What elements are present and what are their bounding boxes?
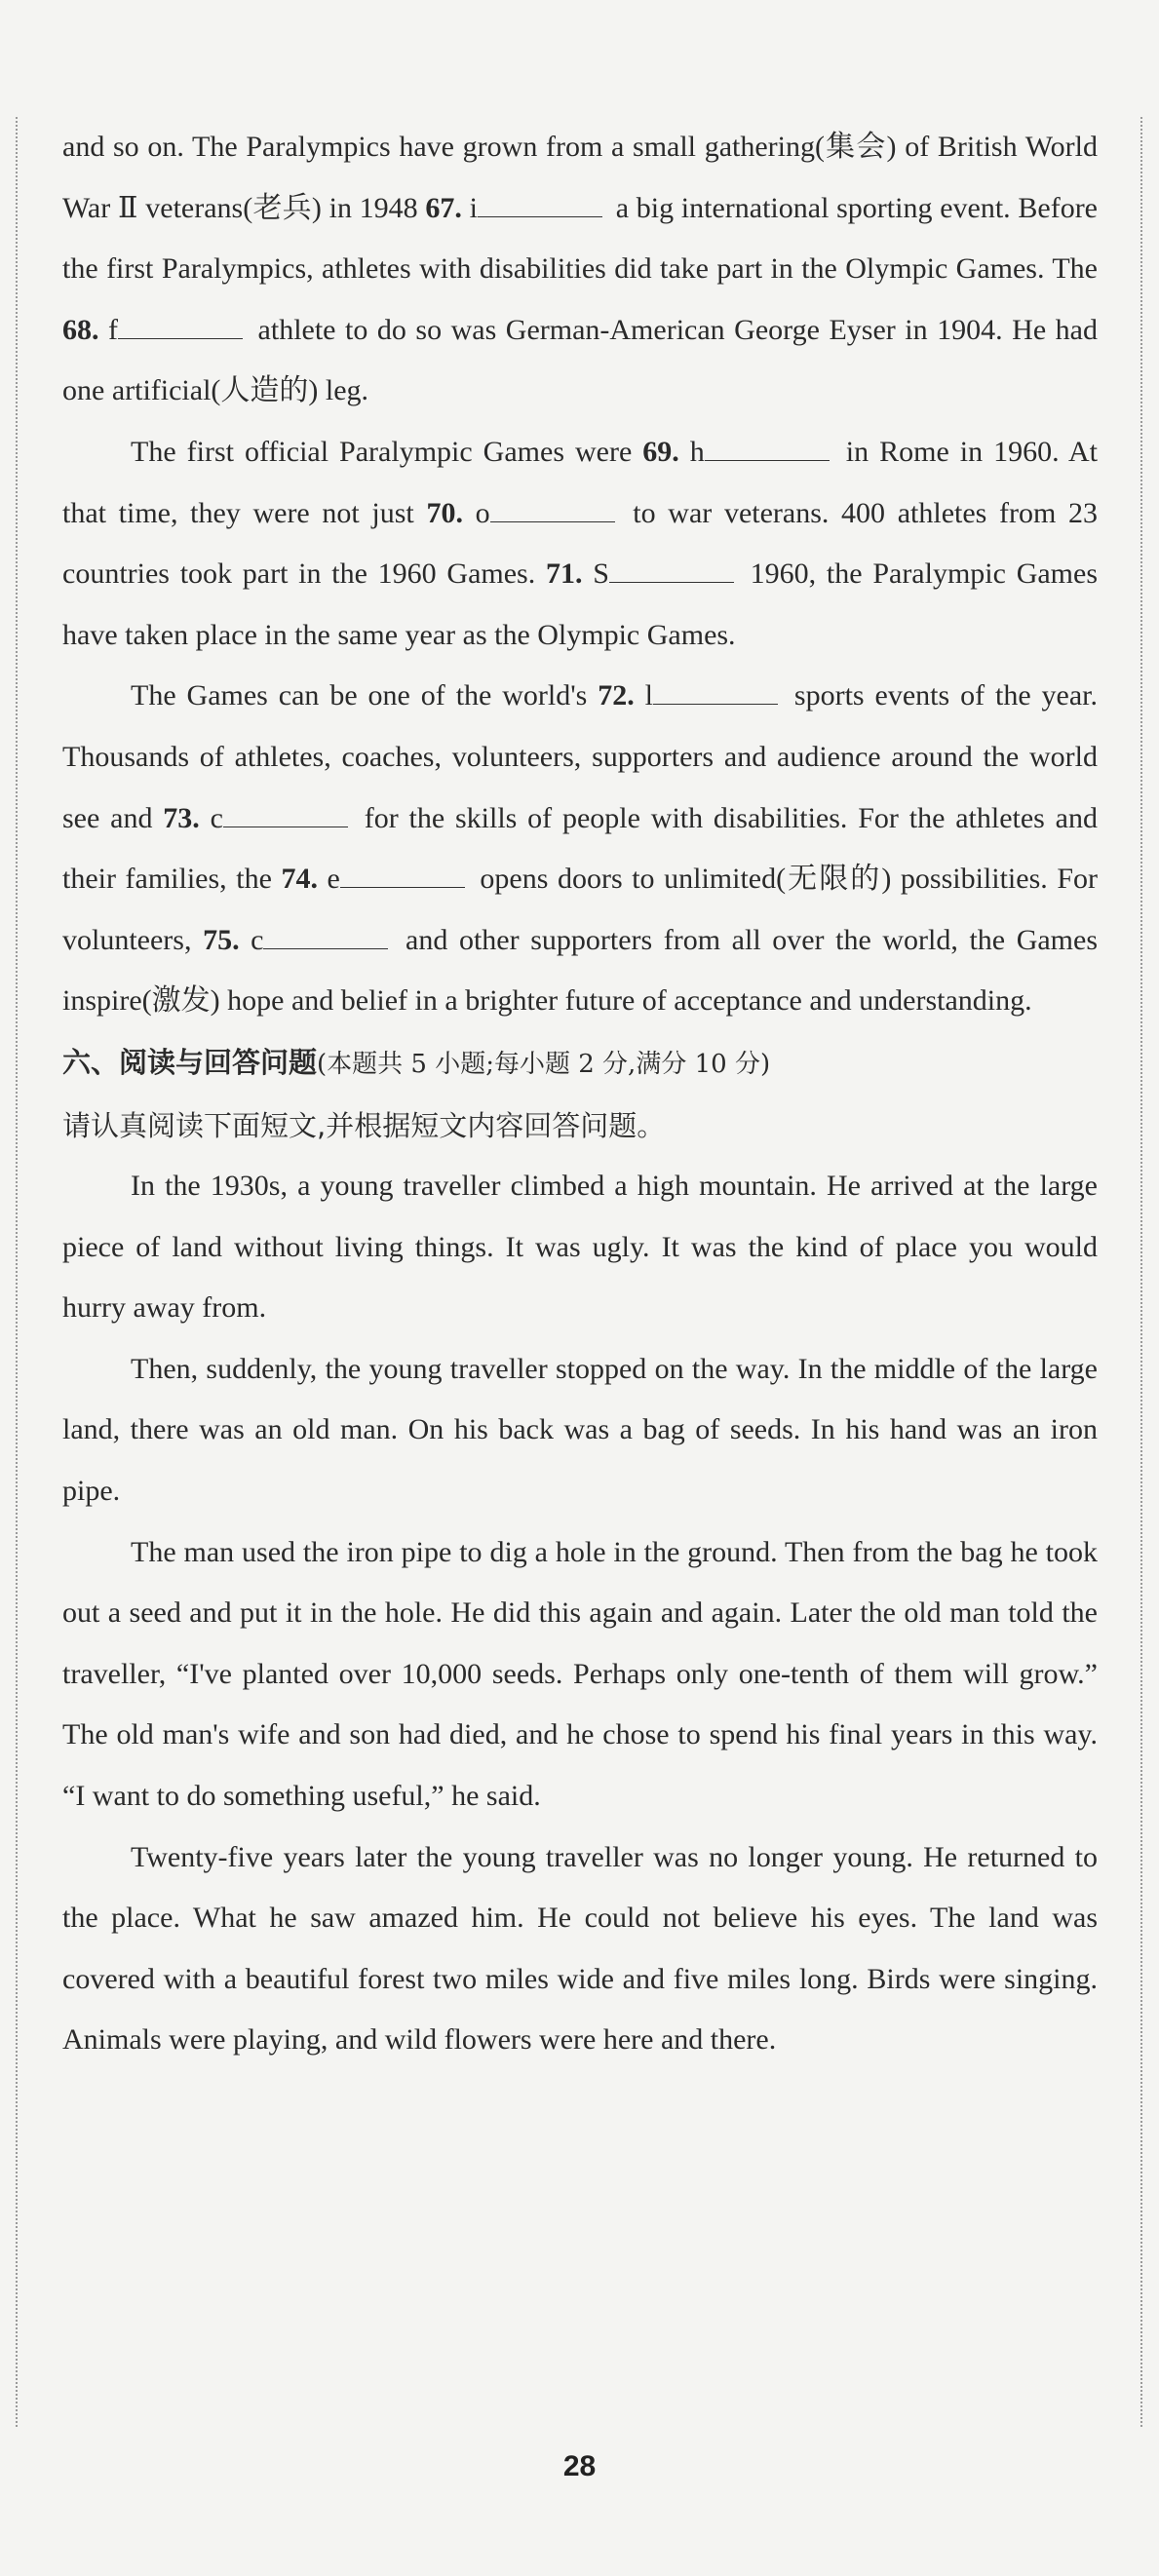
answer-blank[interactable]	[653, 678, 778, 705]
passage-text: i	[461, 191, 478, 224]
passage-text: l	[634, 679, 654, 712]
passage-text: c	[199, 801, 223, 834]
passage-text: The first official Paralympic Games were	[131, 435, 643, 468]
passage-text: sports events of the year. Thousands of athletes, coaches, volunteers, supporters and audience around the world see and	[62, 679, 1099, 834]
question-number: 75.	[203, 923, 240, 956]
passage-text: in Rome in 1960. At that time, they were not just	[62, 435, 1098, 529]
passage-paragraph-3	[62, 666, 1098, 1032]
left-margin-dotted-rule	[16, 117, 18, 2427]
answer-blank[interactable]	[478, 191, 602, 217]
section-instruction: 请认真阅读下面短文,并根据短文内容回答问题。	[62, 1108, 666, 1142]
passage-paragraph-1	[62, 117, 1098, 422]
right-margin-dotted-rule	[1140, 117, 1142, 2427]
passage-text: a big international sporting event. Before the first Paralympics, athletes with disabilities did take part in the Olympic Games. The	[62, 191, 1098, 286]
passage-paragraph-2	[62, 422, 1098, 666]
passage-text: c	[239, 923, 264, 956]
question-number: 70.	[426, 496, 463, 529]
passage-text: to war veterans. 400 athletes from 23 countries took part in the 1960 Games.	[62, 496, 1099, 591]
story-paragraph-2: Then, suddenly, the young traveller stopped on the way. In the middle of the large land, there was an old man. On his back was a bag of seeds. In his hand was an iron pipe.	[62, 1352, 1098, 1508]
passage-text: athlete to do so was German-American George Eyser in 1904. He had one artificial(人造的) leg.	[62, 313, 1098, 407]
story-paragraph-3: The man used the iron pipe to dig a hole in the ground. Then from the bag he took out a seed and put it in the hole. He did this again and again. Later the old man told the traveller, “I've planted over 10,000 seeds. Perhaps only one-tenth of them will grow.” The old man's wife and son had died, and he chose to spend his final years in this way. “I want to do something useful,” he said.	[62, 1535, 1098, 1813]
question-number: 69.	[642, 435, 679, 468]
passage-text: 1960, the Paralympic Games have taken place in the same year as the Olympic Games.	[62, 557, 1098, 651]
passage-text: and other supporters from all over the world, the Games inspire(激发) hope and belief in a brighter future of acceptance and understanding.	[62, 923, 1098, 1018]
page-number: 28	[562, 2450, 597, 2482]
question-number: 72.	[598, 679, 635, 712]
section-heading	[62, 1032, 1098, 1096]
passage-text: o	[462, 496, 490, 529]
answer-blank[interactable]	[118, 313, 243, 339]
story-paragraph-4: Twenty-five years later the young traveller was no longer young. He returned to the place. What he saw amazed him. He could not believe his eyes. The land was covered with a beautiful forest two miles wide and five miles long. Birds were singing. Animals were playing, and wild flowers were here and there.	[62, 1840, 1098, 2057]
question-number: 68.	[62, 313, 99, 346]
answer-blank[interactable]	[263, 923, 388, 949]
passage-text: The Games can be one of the world's	[131, 679, 599, 712]
section-meta: (本题共 5 小题;每小题 2 分,满分 10 分)	[317, 1049, 771, 1079]
answer-blank[interactable]	[340, 862, 465, 888]
answer-blank[interactable]	[490, 496, 615, 522]
passage-text: e	[317, 863, 340, 896]
passage-text: f	[98, 313, 119, 346]
section-title: 六、阅读与回答问题	[62, 1045, 318, 1079]
answer-blank[interactable]	[609, 557, 734, 583]
answer-blank[interactable]	[223, 801, 348, 827]
passage-text: and so on. The Paralympics have grown from a small gathering(集会) of British World War Ⅱ veterans(老兵) in 1948	[62, 131, 1098, 224]
question-number: 67.	[425, 191, 462, 224]
question-number: 74.	[281, 863, 318, 896]
answer-blank[interactable]	[705, 435, 830, 461]
passage-text: for the skills of people with disabilities. For the athletes and their families, the	[62, 801, 1098, 896]
passage-text: S	[582, 557, 609, 591]
page-content	[62, 117, 1098, 2071]
question-number: 73.	[163, 801, 200, 834]
question-number: 71.	[545, 557, 583, 591]
passage-text: opens doors to unlimited(无限的) possibilities. For volunteers,	[62, 863, 1098, 956]
passage-text: h	[678, 435, 705, 468]
story-paragraph-1: In the 1930s, a young traveller climbed a high mountain. He arrived at the large piece of land without living things. It was ugly. It was the kind of place you would hurry away from.	[62, 1170, 1098, 1325]
